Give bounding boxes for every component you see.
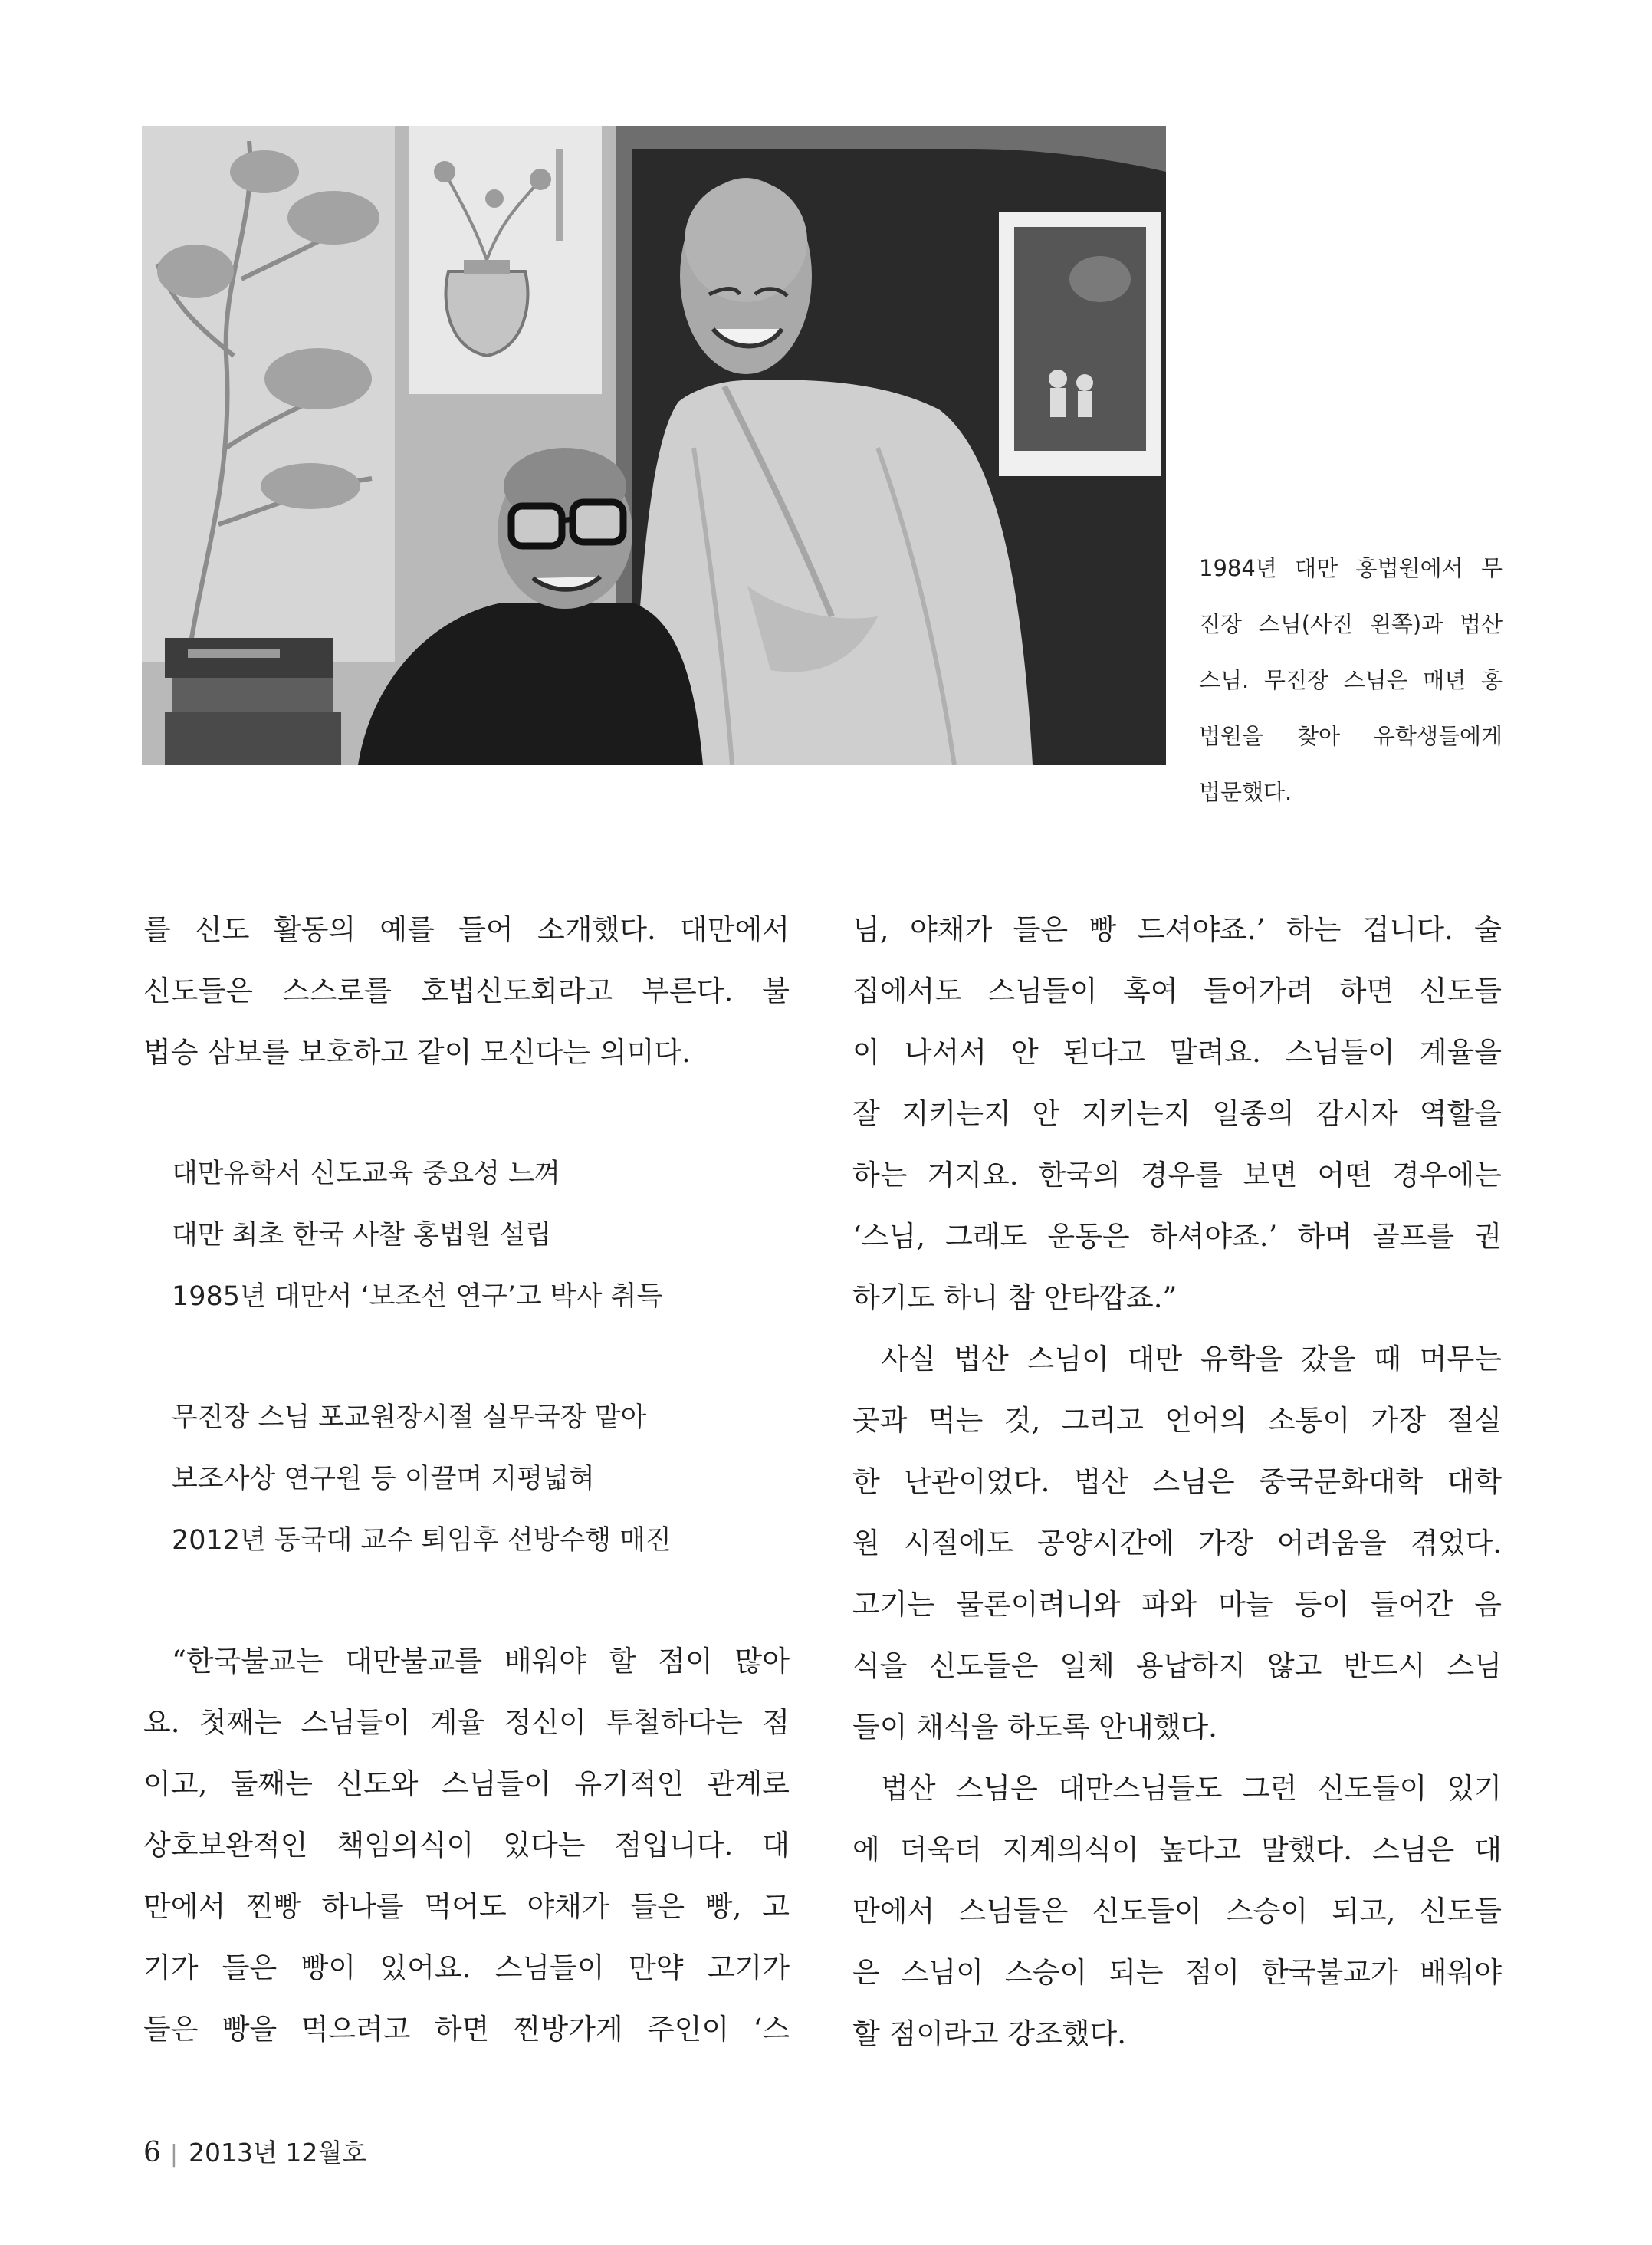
left-column [143, 899, 790, 2060]
article-paragraph [143, 899, 790, 1083]
body-text-line: 곳과 먹는 것, 그리고 언어의 소통이 가장 절실 [852, 1404, 1502, 1437]
glasses-icon [511, 506, 562, 546]
subheading-line: 2012년 동국대 교수 퇴임후 선방수행 매진 [172, 1525, 672, 1556]
body-text-line: 할 점이라고 강조했다. [852, 2017, 1126, 2050]
books [165, 638, 341, 765]
body-text-line: 이 나서서 안 된다고 말려요. 스님들이 계율을 [852, 1036, 1502, 1069]
caption-line: 법문했다. [1199, 779, 1292, 805]
footer-separator: | [169, 2141, 179, 2168]
body-text-line: 집에서도 스님들이 혹여 들어가려 하면 신도들 [852, 975, 1502, 1007]
body-text-line: 상호보완적인 책임의식이 있다는 점입니다. 대 [143, 1829, 790, 1862]
subheading-group [143, 1143, 790, 1327]
body-text-line: 들은 빵을 먹으려고 하면 찐방가게 주인이 ‘스 [143, 2013, 790, 2046]
body-text-line: 에 더욱더 지계의식이 높다고 말했다. 스님은 대 [852, 1833, 1502, 1866]
article-paragraph [143, 1631, 790, 2060]
caption-line: 1984년 대만 홍법원에서 무 [1199, 555, 1503, 581]
body-text-line: 님, 야채가 들은 빵 드셔야죠.’ 하는 겁니다. 술 [852, 913, 1502, 946]
body-text-line: ‘스님, 그래도 운동은 하셔야죠.’ 하며 골프를 권 [852, 1220, 1502, 1253]
right-column [852, 899, 1502, 2065]
body-text-line: 법산 스님은 대만스님들도 그런 신도들이 있기 [881, 1772, 1502, 1805]
body-text-line: 를 신도 활동의 예를 들어 소개했다. 대만에서 [143, 913, 790, 946]
body-text-line: 들이 채식을 하도록 안내했다. [852, 1711, 1217, 1744]
body-text-line: 잘 지키는지 안 지키는지 일종의 감시자 역할을 [852, 1097, 1502, 1130]
body-text-line: 한 난관이었다. 법산 스님은 중국문화대학 대학 [852, 1465, 1502, 1498]
subheading-line: 대만유학서 신도교육 중요성 느껴 [172, 1159, 560, 1189]
caption-line: 스님. 무진장 스님은 매년 홍 [1199, 667, 1503, 693]
body-text-line: “한국불교는 대만불교를 배워야 할 점이 많아 [172, 1645, 790, 1678]
body-text-line: 은 스님이 스승이 되는 점이 한국불교가 배워야 [852, 1956, 1502, 1989]
article-paragraph [852, 1329, 1502, 1758]
body-text-line: 요. 첫째는 스님들이 계율 정신이 투철하다는 점 [143, 1706, 790, 1739]
subheading-group [143, 1387, 790, 1571]
article-paragraph [852, 899, 1502, 1329]
subheading-line: 대만 최초 한국 사찰 홍법원 설립 [172, 1220, 552, 1251]
body-text-line: 만에서 스님들은 신도들이 스승이 되고, 신도들 [852, 1895, 1502, 1928]
caption-line: 진장 스님(사진 왼쪽)과 법산 [1199, 611, 1503, 637]
body-text-line: 법승 삼보를 보호하고 같이 모신다는 의미다. [143, 1036, 691, 1069]
body-text-line: 하기도 하니 참 안타깝죠.” [852, 1281, 1177, 1314]
body-text-line: 고기는 물론이려니와 파와 마늘 등이 들어간 음 [852, 1588, 1502, 1621]
subheading-line: 보조사상 연구원 등 이끌며 지평넓혀 [172, 1464, 595, 1494]
body-text-line: 원 시절에도 공양시간에 가장 어려움을 겪었다. [852, 1527, 1502, 1560]
framed-picture-image [1014, 227, 1146, 451]
photo [142, 126, 1166, 765]
body-text-line: 이고, 둘째는 신도와 스님들이 유기적인 관계로 [143, 1767, 790, 1800]
body-text-line: 신도들은 스스로를 호법신도회라고 부른다. 불 [143, 975, 790, 1007]
body-text-line: 식을 신도들은 일체 용납하지 않고 반드시 스님 [852, 1649, 1502, 1682]
page-footer [143, 2135, 366, 2171]
caption-line: 법원을 찾아 유학생들에게 [1199, 723, 1503, 749]
photo-image [142, 126, 1166, 765]
body-text-line: 기가 들은 빵이 있어요. 스님들이 만약 고기가 [143, 1951, 790, 1984]
body-text-line: 하는 거지요. 한국의 경우를 보면 어떤 경우에는 [852, 1159, 1502, 1192]
subheading-line: 무진장 스님 포교원장시절 실무국장 맡아 [172, 1402, 647, 1433]
body-text-line: 사실 법산 스님이 대만 유학을 갔을 때 머무는 [881, 1343, 1502, 1376]
subheading-line: 1985년 대만서 ‘보조선 연구’고 박사 취득 [172, 1281, 663, 1312]
photo-caption [1199, 541, 1503, 820]
article-paragraph [852, 1758, 1502, 2065]
body-text-line: 만에서 찐빵 하나를 먹어도 야채가 들은 빵, 고 [143, 1890, 790, 1923]
page-number: 6 [143, 2137, 161, 2168]
issue-label: 2013년 12월호 [189, 2138, 367, 2168]
